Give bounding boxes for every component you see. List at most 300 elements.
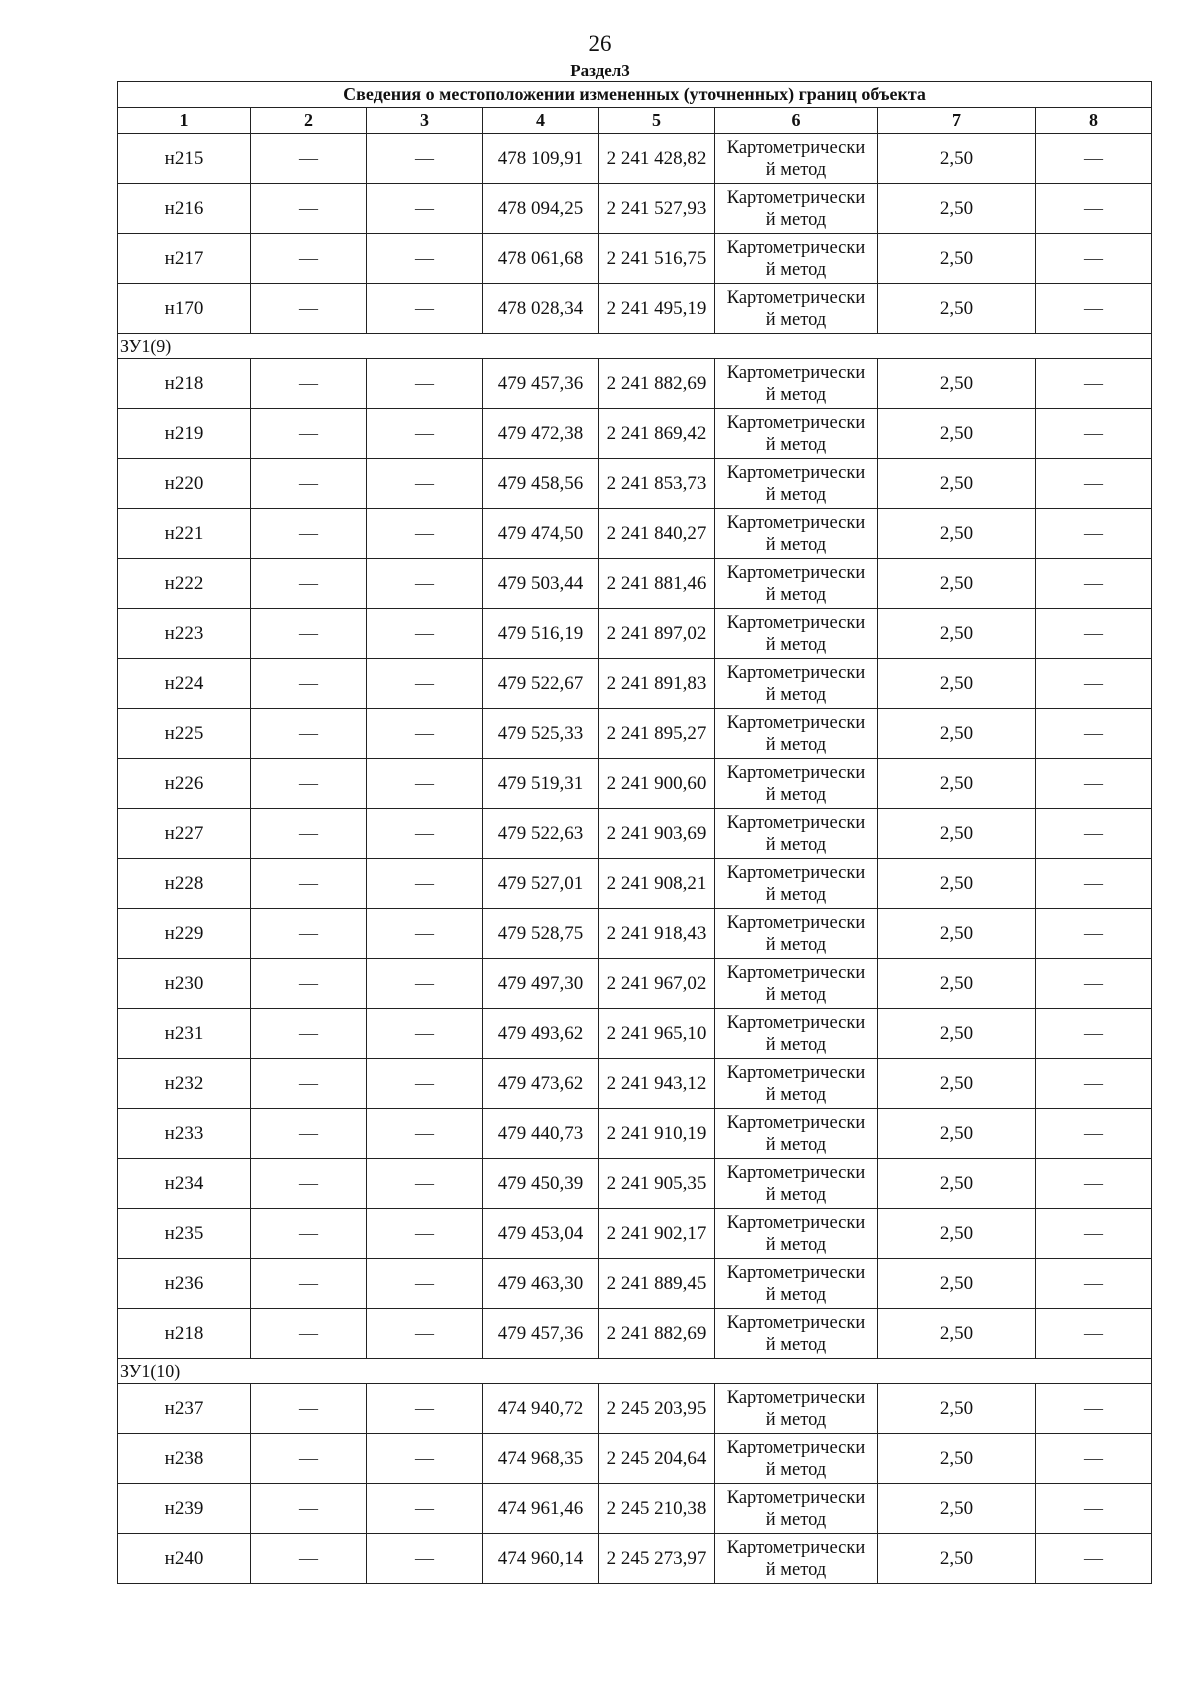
method: [715, 709, 878, 759]
method: [715, 1009, 878, 1059]
table-row: [118, 1059, 1152, 1109]
table-row: [118, 1109, 1152, 1159]
method: [715, 1434, 878, 1484]
method-line-2: й метод: [765, 834, 827, 855]
method: [715, 1209, 878, 1259]
column-header: 6: [715, 108, 878, 134]
x-coordinate: 474 961,46: [483, 1484, 599, 1534]
table-row: [118, 234, 1152, 284]
table-row: [118, 1309, 1152, 1359]
accuracy: 2,50: [878, 959, 1036, 1009]
cell-col8: —: [1036, 134, 1152, 184]
cell-col8: —: [1036, 184, 1152, 234]
table-row: [118, 1534, 1152, 1584]
x-coordinate: 479 463,30: [483, 1259, 599, 1309]
method-line-2: й метод: [765, 259, 827, 280]
cell-col2: —: [251, 759, 367, 809]
x-coordinate: 479 473,62: [483, 1059, 599, 1109]
method-line-1: Картометрически: [726, 1212, 866, 1233]
column-header: 7: [878, 108, 1036, 134]
cell-col3: —: [367, 609, 483, 659]
method-line-2: й метод: [765, 209, 827, 230]
point-name: н237: [118, 1384, 251, 1434]
accuracy: 2,50: [878, 409, 1036, 459]
point-name: н222: [118, 559, 251, 609]
cell-col3: —: [367, 459, 483, 509]
method-line-2: й метод: [765, 1134, 827, 1155]
x-coordinate: 479 474,50: [483, 509, 599, 559]
point-name: н224: [118, 659, 251, 709]
point-name: н217: [118, 234, 251, 284]
cell-col8: —: [1036, 459, 1152, 509]
cell-col8: —: [1036, 759, 1152, 809]
accuracy: 2,50: [878, 1159, 1036, 1209]
cell-col2: —: [251, 1259, 367, 1309]
cell-col8: —: [1036, 1434, 1152, 1484]
cell-col3: —: [367, 809, 483, 859]
y-coordinate: 2 241 882,69: [599, 1309, 715, 1359]
accuracy: 2,50: [878, 1309, 1036, 1359]
method-line-1: Картометрически: [726, 1262, 866, 1283]
y-coordinate: 2 241 908,21: [599, 859, 715, 909]
accuracy: 2,50: [878, 859, 1036, 909]
parcel-group-label: ЗУ1(10): [118, 1359, 1152, 1384]
method-line-1: Картометрически: [726, 1387, 866, 1408]
column-header: 2: [251, 108, 367, 134]
y-coordinate: 2 241 943,12: [599, 1059, 715, 1109]
method-line-1: Картометрически: [726, 1162, 866, 1183]
method: [715, 959, 878, 1009]
table-row: [118, 709, 1152, 759]
cell-col8: —: [1036, 959, 1152, 1009]
column-header: 1: [118, 108, 251, 134]
point-name: н218: [118, 359, 251, 409]
x-coordinate: 479 457,36: [483, 359, 599, 409]
cell-col2: —: [251, 809, 367, 859]
y-coordinate: 2 241 897,02: [599, 609, 715, 659]
y-coordinate: 2 241 516,75: [599, 234, 715, 284]
cell-col3: —: [367, 1434, 483, 1484]
cell-col3: —: [367, 709, 483, 759]
table-row: [118, 459, 1152, 509]
method-line-1: Картометрически: [726, 1062, 866, 1083]
method-line-1: Картометрически: [726, 1112, 866, 1133]
cell-col3: —: [367, 759, 483, 809]
method: [715, 1384, 878, 1434]
accuracy: 2,50: [878, 359, 1036, 409]
point-name: н220: [118, 459, 251, 509]
accuracy: 2,50: [878, 284, 1036, 334]
cell-col3: —: [367, 559, 483, 609]
y-coordinate: 2 241 881,46: [599, 559, 715, 609]
accuracy: 2,50: [878, 559, 1036, 609]
accuracy: 2,50: [878, 1109, 1036, 1159]
cell-col2: —: [251, 409, 367, 459]
accuracy: 2,50: [878, 1534, 1036, 1584]
table-row: [118, 809, 1152, 859]
accuracy: 2,50: [878, 909, 1036, 959]
method: [715, 1484, 878, 1534]
cell-col3: —: [367, 359, 483, 409]
cell-col2: —: [251, 1484, 367, 1534]
point-name: н228: [118, 859, 251, 909]
cell-col2: —: [251, 284, 367, 334]
table-row: [118, 1484, 1152, 1534]
cell-col3: —: [367, 1309, 483, 1359]
method: [715, 1259, 878, 1309]
cell-col8: —: [1036, 1309, 1152, 1359]
x-coordinate: 474 968,35: [483, 1434, 599, 1484]
method-line-1: Картометрически: [726, 812, 866, 833]
x-coordinate: 479 522,63: [483, 809, 599, 859]
method-line-2: й метод: [765, 1284, 827, 1305]
x-coordinate: 479 457,36: [483, 1309, 599, 1359]
method-line-1: Картометрически: [726, 137, 866, 158]
cell-col3: —: [367, 509, 483, 559]
method-line-2: й метод: [765, 1409, 827, 1430]
method: [715, 809, 878, 859]
x-coordinate: 479 528,75: [483, 909, 599, 959]
y-coordinate: 2 241 918,43: [599, 909, 715, 959]
y-coordinate: 2 245 210,38: [599, 1484, 715, 1534]
accuracy: 2,50: [878, 759, 1036, 809]
accuracy: 2,50: [878, 809, 1036, 859]
cell-col8: —: [1036, 1384, 1152, 1434]
method-line-1: Картометрически: [726, 512, 866, 533]
method-line-2: й метод: [765, 584, 827, 605]
method-line-2: й метод: [765, 384, 827, 405]
method: [715, 1159, 878, 1209]
method: [715, 659, 878, 709]
y-coordinate: 2 241 895,27: [599, 709, 715, 759]
method: [715, 1309, 878, 1359]
cell-col8: —: [1036, 1059, 1152, 1109]
accuracy: 2,50: [878, 184, 1036, 234]
point-name: н215: [118, 134, 251, 184]
table-row: [118, 609, 1152, 659]
cell-col8: —: [1036, 609, 1152, 659]
method-line-2: й метод: [765, 434, 827, 455]
method-line-2: й метод: [765, 784, 827, 805]
x-coordinate: 478 061,68: [483, 234, 599, 284]
cell-col8: —: [1036, 1484, 1152, 1534]
cell-col8: —: [1036, 809, 1152, 859]
table-row: [118, 184, 1152, 234]
accuracy: 2,50: [878, 134, 1036, 184]
point-name: н240: [118, 1534, 251, 1584]
table-row: [118, 909, 1152, 959]
table-row: [118, 1434, 1152, 1484]
point-name: н229: [118, 909, 251, 959]
method-line-1: Картометрически: [726, 1012, 866, 1033]
cell-col2: —: [251, 1384, 367, 1434]
y-coordinate: 2 245 204,64: [599, 1434, 715, 1484]
table-row: [118, 509, 1152, 559]
method-line-1: Картометрически: [726, 462, 866, 483]
cell-col2: —: [251, 1059, 367, 1109]
point-name: н219: [118, 409, 251, 459]
column-header-row: [118, 108, 1152, 134]
cell-col8: —: [1036, 1534, 1152, 1584]
y-coordinate: 2 241 905,35: [599, 1159, 715, 1209]
cell-col8: —: [1036, 284, 1152, 334]
method-line-2: й метод: [765, 934, 827, 955]
method-line-1: Картометрически: [726, 1537, 866, 1558]
method-line-2: й метод: [765, 1509, 827, 1530]
cell-col3: —: [367, 859, 483, 909]
cell-col3: —: [367, 409, 483, 459]
method-line-2: й метод: [765, 1184, 827, 1205]
method-line-1: Картометрически: [726, 562, 866, 583]
cell-col2: —: [251, 459, 367, 509]
method: [715, 359, 878, 409]
table-row: [118, 659, 1152, 709]
method: [715, 234, 878, 284]
cell-col8: —: [1036, 909, 1152, 959]
x-coordinate: 479 497,30: [483, 959, 599, 1009]
parcel-group-label: ЗУ1(9): [118, 334, 1152, 359]
point-name: н238: [118, 1434, 251, 1484]
table-row: [118, 959, 1152, 1009]
y-coordinate: 2 241 902,17: [599, 1209, 715, 1259]
cell-col8: —: [1036, 234, 1152, 284]
method-line-2: й метод: [765, 1084, 827, 1105]
section-title: Раздел3: [570, 61, 630, 80]
cell-col3: —: [367, 659, 483, 709]
method: [715, 1534, 878, 1584]
method: [715, 909, 878, 959]
method-line-1: Картометрически: [726, 287, 866, 308]
cell-col3: —: [367, 1059, 483, 1109]
cell-col2: —: [251, 709, 367, 759]
accuracy: 2,50: [878, 1259, 1036, 1309]
cell-col3: —: [367, 1534, 483, 1584]
y-coordinate: 2 241 900,60: [599, 759, 715, 809]
table-row: [118, 359, 1152, 409]
method-line-2: й метод: [765, 1559, 827, 1580]
y-coordinate: 2 241 903,69: [599, 809, 715, 859]
accuracy: 2,50: [878, 1434, 1036, 1484]
y-coordinate: 2 241 965,10: [599, 1009, 715, 1059]
cell-col2: —: [251, 234, 367, 284]
cell-col2: —: [251, 1009, 367, 1059]
cell-col8: —: [1036, 1259, 1152, 1309]
cell-col2: —: [251, 859, 367, 909]
table-row: [118, 759, 1152, 809]
cell-col8: —: [1036, 359, 1152, 409]
y-coordinate: 2 245 203,95: [599, 1384, 715, 1434]
point-name: н227: [118, 809, 251, 859]
cell-col3: —: [367, 1209, 483, 1259]
table-row: [118, 1159, 1152, 1209]
x-coordinate: 479 522,67: [483, 659, 599, 709]
cell-col2: —: [251, 1159, 367, 1209]
cell-col3: —: [367, 909, 483, 959]
method: [715, 509, 878, 559]
group-row: [118, 334, 1152, 359]
x-coordinate: 474 940,72: [483, 1384, 599, 1434]
cell-col2: —: [251, 1109, 367, 1159]
y-coordinate: 2 241 428,82: [599, 134, 715, 184]
table-row: [118, 409, 1152, 459]
cell-col3: —: [367, 184, 483, 234]
point-name: н216: [118, 184, 251, 234]
column-header: 4: [483, 108, 599, 134]
x-coordinate: 479 450,39: [483, 1159, 599, 1209]
method-line-2: й метод: [765, 159, 827, 180]
point-name: н226: [118, 759, 251, 809]
method-line-1: Картометрически: [726, 962, 866, 983]
cell-col3: —: [367, 1259, 483, 1309]
method-line-1: Картометрически: [726, 362, 866, 383]
column-header: 5: [599, 108, 715, 134]
method-line-2: й метод: [765, 884, 827, 905]
method-line-2: й метод: [765, 484, 827, 505]
y-coordinate: 2 241 495,19: [599, 284, 715, 334]
method-line-2: й метод: [765, 1334, 827, 1355]
cell-col3: —: [367, 234, 483, 284]
cell-col8: —: [1036, 659, 1152, 709]
table-row: [118, 134, 1152, 184]
method-line-2: й метод: [765, 684, 827, 705]
cell-col8: —: [1036, 1009, 1152, 1059]
accuracy: 2,50: [878, 1009, 1036, 1059]
method-line-2: й метод: [765, 734, 827, 755]
point-name: н234: [118, 1159, 251, 1209]
method: [715, 409, 878, 459]
accuracy: 2,50: [878, 459, 1036, 509]
cell-col2: —: [251, 184, 367, 234]
table-row: [118, 284, 1152, 334]
y-coordinate: 2 241 891,83: [599, 659, 715, 709]
cell-col2: —: [251, 909, 367, 959]
cell-col2: —: [251, 134, 367, 184]
cell-col2: —: [251, 1309, 367, 1359]
group-row: [118, 1359, 1152, 1384]
cell-col2: —: [251, 659, 367, 709]
x-coordinate: 478 109,91: [483, 134, 599, 184]
x-coordinate: 479 527,01: [483, 859, 599, 909]
boundary-coordinates-table: [117, 81, 1152, 1584]
cell-col3: —: [367, 959, 483, 1009]
method-line-1: Картометрически: [726, 1437, 866, 1458]
accuracy: 2,50: [878, 1484, 1036, 1534]
accuracy: 2,50: [878, 659, 1036, 709]
method-line-2: й метод: [765, 1459, 827, 1480]
table-caption-row: [118, 82, 1152, 108]
method-line-2: й метод: [765, 1034, 827, 1055]
y-coordinate: 2 241 869,42: [599, 409, 715, 459]
cell-col2: —: [251, 359, 367, 409]
accuracy: 2,50: [878, 509, 1036, 559]
cell-col2: —: [251, 609, 367, 659]
point-name: н218: [118, 1309, 251, 1359]
method-line-1: Картометрически: [726, 187, 866, 208]
method-line-1: Картометрически: [726, 762, 866, 783]
method-line-2: й метод: [765, 534, 827, 555]
cell-col8: —: [1036, 1109, 1152, 1159]
method-line-2: й метод: [765, 309, 827, 330]
x-coordinate: 478 094,25: [483, 184, 599, 234]
cell-col3: —: [367, 134, 483, 184]
cell-col2: —: [251, 1534, 367, 1584]
method-line-1: Картометрически: [726, 862, 866, 883]
accuracy: 2,50: [878, 1384, 1036, 1434]
y-coordinate: 2 241 882,69: [599, 359, 715, 409]
point-name: н170: [118, 284, 251, 334]
accuracy: 2,50: [878, 1059, 1036, 1109]
cell-col3: —: [367, 1109, 483, 1159]
point-name: н225: [118, 709, 251, 759]
cell-col2: —: [251, 1434, 367, 1484]
table-row: [118, 559, 1152, 609]
x-coordinate: 474 960,14: [483, 1534, 599, 1584]
method: [715, 559, 878, 609]
x-coordinate: 479 516,19: [483, 609, 599, 659]
method-line-1: Картометрически: [726, 1312, 866, 1333]
method-line-2: й метод: [765, 984, 827, 1005]
x-coordinate: 479 453,04: [483, 1209, 599, 1259]
method: [715, 759, 878, 809]
method: [715, 609, 878, 659]
cell-col2: —: [251, 1209, 367, 1259]
x-coordinate: 479 458,56: [483, 459, 599, 509]
cell-col8: —: [1036, 709, 1152, 759]
cell-col3: —: [367, 1384, 483, 1434]
cell-col8: —: [1036, 509, 1152, 559]
y-coordinate: 2 241 527,93: [599, 184, 715, 234]
cell-col2: —: [251, 959, 367, 1009]
y-coordinate: 2 241 910,19: [599, 1109, 715, 1159]
y-coordinate: 2 245 273,97: [599, 1534, 715, 1584]
x-coordinate: 479 472,38: [483, 409, 599, 459]
cell-col2: —: [251, 559, 367, 609]
point-name: н232: [118, 1059, 251, 1109]
accuracy: 2,50: [878, 609, 1036, 659]
method-line-1: Картометрически: [726, 712, 866, 733]
method-line-2: й метод: [765, 1234, 827, 1255]
point-name: н230: [118, 959, 251, 1009]
method-line-2: й метод: [765, 634, 827, 655]
point-name: н223: [118, 609, 251, 659]
column-header: 8: [1036, 108, 1152, 134]
page-number: 26: [588, 31, 612, 56]
method-line-1: Картометрически: [726, 237, 866, 258]
cell-col8: —: [1036, 559, 1152, 609]
method-line-1: Картометрически: [726, 1487, 866, 1508]
cell-col8: —: [1036, 859, 1152, 909]
x-coordinate: 479 503,44: [483, 559, 599, 609]
y-coordinate: 2 241 840,27: [599, 509, 715, 559]
cell-col3: —: [367, 1484, 483, 1534]
point-name: н221: [118, 509, 251, 559]
point-name: н231: [118, 1009, 251, 1059]
point-name: н233: [118, 1109, 251, 1159]
cell-col2: —: [251, 509, 367, 559]
method-line-1: Картометрически: [726, 662, 866, 683]
method: [715, 1109, 878, 1159]
table-row: [118, 1009, 1152, 1059]
cell-col8: —: [1036, 409, 1152, 459]
table-caption: Сведения о местоположении измененных (уточненных) границ объекта: [118, 82, 1152, 108]
y-coordinate: 2 241 967,02: [599, 959, 715, 1009]
table-row: [118, 1259, 1152, 1309]
table-body: [118, 82, 1152, 1584]
method-line-1: Картометрически: [726, 912, 866, 933]
point-name: н235: [118, 1209, 251, 1259]
cell-col3: —: [367, 1159, 483, 1209]
x-coordinate: 479 525,33: [483, 709, 599, 759]
